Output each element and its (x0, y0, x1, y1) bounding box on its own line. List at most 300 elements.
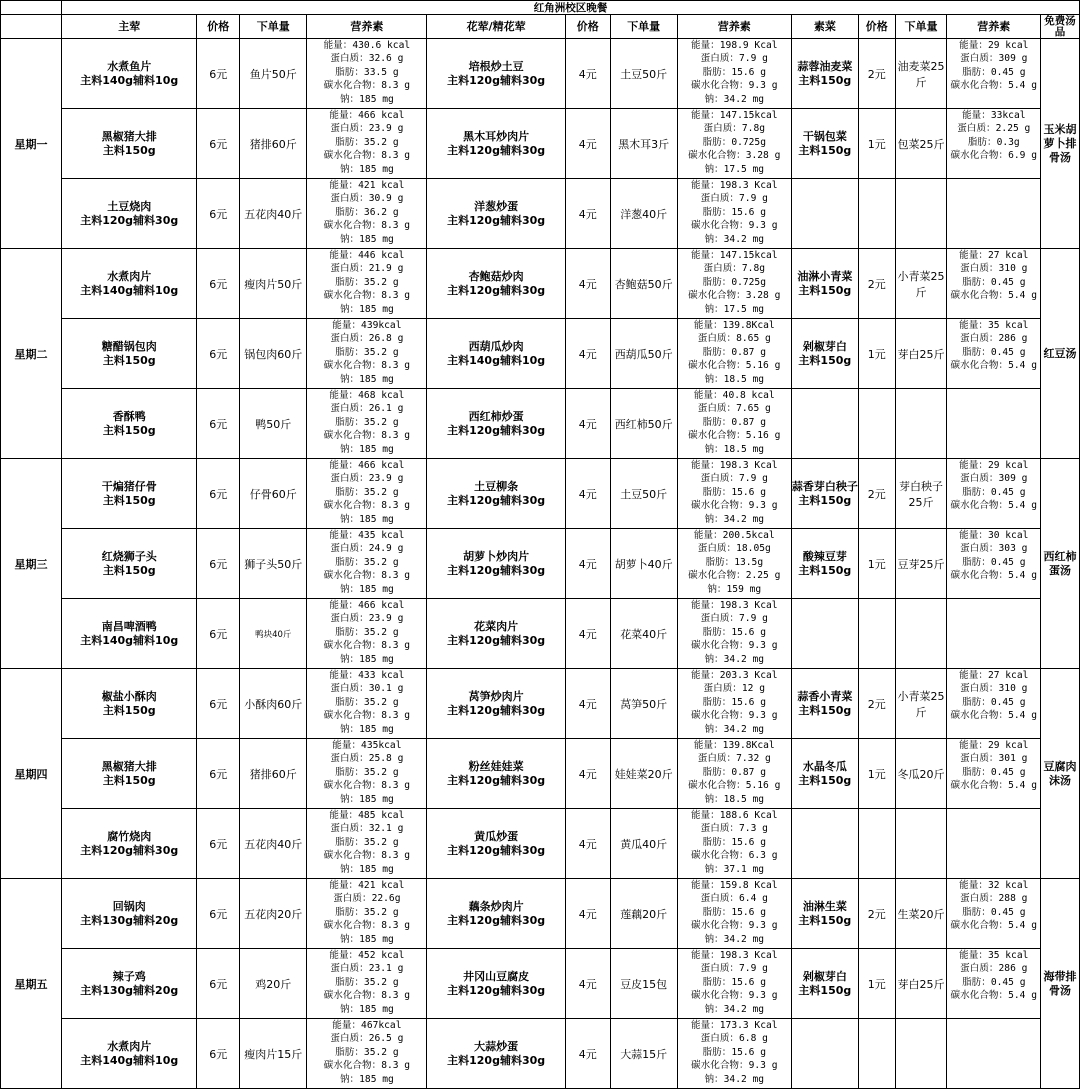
side-dish-ingredients: 主料120g辅料30g (447, 213, 546, 227)
main-nutrition (307, 739, 427, 809)
free-soup: 豆腐肉沫汤 (1041, 669, 1080, 879)
nutrition-line: 脂肪：15.6 g (702, 906, 766, 918)
side-price: 4元 (565, 39, 610, 109)
nutrition-line: 碳水化合物：5.4 g (950, 710, 1037, 722)
nutrition-line: 钠：34.2 mg (704, 933, 765, 945)
side-dish (427, 809, 565, 879)
nutrition-line: 脂肪：0.725g (702, 136, 766, 148)
veg-dish-ingredients: 主料150g (798, 773, 852, 787)
side-dish (427, 879, 565, 949)
main-dish-name: 香酥鸭 (112, 409, 146, 423)
side-dish-name: 胡萝卜炒肉片 (463, 549, 530, 563)
nutrition-line: 碳水化合物：5.4 g (950, 290, 1037, 302)
nutrition-line: 能量：35 kcal (959, 950, 1029, 961)
nutrition-line: 蛋白质：26.1 g (330, 403, 404, 415)
nutrition-line: 能量：421 kcal (329, 880, 405, 891)
nutrition-line: 碳水化合物：6.3 g (691, 850, 778, 862)
veg-price: 1元 (858, 739, 895, 809)
veg-dish-ingredients: 主料150g (798, 563, 852, 577)
main-dish-ingredients: 主料120g辅料30g (80, 213, 179, 227)
main-nutrition (307, 669, 427, 739)
side-price: 4元 (565, 739, 610, 809)
veg-empty-cell (858, 1019, 895, 1089)
nutrition-line: 蛋白质：23.9 g (330, 123, 404, 135)
side-dish-ingredients: 主料120g辅料30g (447, 1053, 546, 1067)
side-order-qty: 西葫瓜50斤 (610, 319, 677, 389)
table-row (1, 249, 1080, 319)
nutrition-line: 蛋白质：7.9 g (700, 53, 768, 65)
corner-cell (1, 1, 62, 15)
main-dish (62, 249, 197, 319)
nutrition-line: 碳水化合物：5.4 g (950, 990, 1037, 1002)
veg-order-qty: 生菜20斤 (895, 879, 947, 949)
nutrition-line: 蛋白质：32.1 g (330, 823, 404, 835)
main-order-qty: 狮子头50斤 (240, 529, 307, 599)
header-side: 花荤/精花荤 (427, 15, 565, 39)
side-dish-ingredients: 主料120g辅料30g (447, 423, 546, 437)
side-dish-name: 杏鲍菇炒肉 (468, 269, 524, 283)
table-row (1, 1019, 1080, 1089)
table-row (1, 459, 1080, 529)
nutrition-line: 脂肪：0.45 g (962, 276, 1026, 288)
nutrition-line: 碳水化合物：5.16 g (688, 780, 781, 792)
nutrition-line: 脂肪：0.45 g (962, 486, 1026, 498)
main-dish (62, 39, 197, 109)
side-price: 4元 (565, 809, 610, 879)
side-nutrition (677, 319, 791, 389)
side-order-qty: 花菜40斤 (610, 599, 677, 669)
main-dish-name: 土豆烧肉 (107, 199, 152, 213)
veg-order-qty: 包菜25斤 (895, 109, 947, 179)
veg-dish-ingredients: 主料150g (798, 73, 852, 87)
nutrition-line: 碳水化合物：3.28 g (688, 290, 781, 302)
header-nutrition: 营养素 (307, 15, 427, 39)
side-dish-name: 粉丝娃娃菜 (468, 759, 524, 773)
nutrition-line: 钠：185 mg (339, 163, 394, 175)
veg-empty-cell (791, 599, 858, 669)
nutrition-line: 蛋白质：7.9 g (700, 613, 768, 625)
veg-dish (791, 879, 858, 949)
nutrition-line: 脂肪：35.2 g (335, 136, 399, 148)
veg-price: 1元 (858, 949, 895, 1019)
table-row (1, 599, 1080, 669)
side-dish (427, 1019, 565, 1089)
side-price: 4元 (565, 109, 610, 179)
day-label: 星期二 (1, 249, 62, 459)
main-order-qty: 锅包肉60斤 (240, 319, 307, 389)
nutrition-line: 蛋白质：7.65 g (697, 403, 771, 415)
nutrition-line: 钠：34.2 mg (704, 93, 765, 105)
nutrition-line: 蛋白质：24.9 g (330, 543, 404, 555)
veg-order-qty: 豆芽25斤 (895, 529, 947, 599)
main-dish-name: 干煸猪仔骨 (101, 479, 157, 493)
nutrition-line: 脂肪：35.2 g (335, 906, 399, 918)
main-dish-ingredients: 主料150g (102, 143, 156, 157)
header-soup: 免费汤品 (1041, 15, 1080, 39)
nutrition-line: 钠：185 mg (339, 653, 394, 665)
main-nutrition (307, 879, 427, 949)
nutrition-line: 脂肪：35.2 g (335, 276, 399, 288)
nutrition-line: 能量：198.3 Kcal (691, 600, 778, 611)
side-dish (427, 739, 565, 809)
veg-empty-cell (895, 179, 947, 249)
veg-empty-cell (858, 389, 895, 459)
main-dish (62, 809, 197, 879)
free-soup: 红豆汤 (1041, 249, 1080, 459)
nutrition-line: 能量：35 kcal (959, 320, 1029, 331)
main-price: 6元 (197, 389, 240, 459)
veg-dish-name: 蒜香小青菜 (797, 689, 853, 703)
side-dish-name: 培根炒土豆 (468, 59, 524, 73)
side-dish (427, 599, 565, 669)
veg-empty-cell (895, 599, 947, 669)
nutrition-line: 能量：29 kcal (959, 740, 1029, 751)
main-nutrition (307, 39, 427, 109)
veg-price: 1元 (858, 319, 895, 389)
nutrition-line: 脂肪：15.6 g (702, 696, 766, 708)
side-dish-ingredients: 主料120g辅料30g (447, 283, 546, 297)
header-nutrition: 营养素 (947, 15, 1041, 39)
nutrition-line: 脂肪：0.87 g (702, 766, 766, 778)
main-nutrition (307, 319, 427, 389)
side-dish (427, 39, 565, 109)
nutrition-line: 钠：17.5 mg (704, 163, 765, 175)
nutrition-line: 脂肪：0.45 g (962, 766, 1026, 778)
nutrition-line: 钠：18.5 mg (704, 793, 765, 805)
nutrition-line: 碳水化合物：9.3 g (691, 500, 778, 512)
veg-price: 2元 (858, 39, 895, 109)
side-dish-ingredients: 主料120g辅料30g (447, 703, 546, 717)
main-dish-ingredients: 主料150g (102, 563, 156, 577)
veg-price: 2元 (858, 669, 895, 739)
nutrition-line: 脂肪：35.2 g (335, 976, 399, 988)
side-dish-name: 西红柿炒蛋 (468, 409, 524, 423)
veg-price: 1元 (858, 529, 895, 599)
side-price: 4元 (565, 599, 610, 669)
side-dish-name: 黄瓜炒蛋 (474, 829, 519, 843)
veg-empty-cell (858, 599, 895, 669)
nutrition-line: 碳水化合物：8.3 g (323, 780, 411, 792)
nutrition-line: 碳水化合物：6.9 g (950, 150, 1037, 162)
header-qty: 下单量 (895, 15, 947, 39)
veg-nutrition (947, 39, 1041, 109)
main-order-qty: 猪排60斤 (240, 109, 307, 179)
main-dish (62, 529, 197, 599)
nutrition-line: 能量：27 kcal (959, 250, 1029, 261)
nutrition-line: 碳水化合物：9.3 g (691, 1060, 778, 1072)
veg-order-qty: 油麦菜25斤 (895, 39, 947, 109)
side-dish-name: 土豆柳条 (474, 479, 519, 493)
nutrition-line: 钠：185 mg (339, 233, 394, 245)
nutrition-line: 钠：185 mg (339, 1073, 394, 1085)
side-dish-ingredients: 主料120g辅料30g (447, 773, 546, 787)
nutrition-line: 蛋白质：6.4 g (700, 893, 768, 905)
nutrition-line: 脂肪：15.6 g (702, 836, 766, 848)
main-price: 6元 (197, 1019, 240, 1089)
nutrition-line: 蛋白质：8.65 g (697, 333, 771, 345)
main-nutrition (307, 1019, 427, 1089)
nutrition-line: 蛋白质：309 g (960, 53, 1028, 65)
side-nutrition (677, 739, 791, 809)
side-order-qty: 土豆50斤 (610, 39, 677, 109)
nutrition-line: 钠：34.2 mg (704, 513, 765, 525)
veg-nutrition (947, 459, 1041, 529)
veg-dish (791, 949, 858, 1019)
nutrition-line: 能量：466 kcal (329, 460, 405, 471)
nutrition-line: 能量：467kcal (332, 1020, 402, 1031)
header-row (1, 15, 1080, 39)
nutrition-line: 能量：200.5kcal (693, 530, 775, 541)
main-dish-ingredients: 主料150g (102, 423, 156, 437)
veg-price: 2元 (858, 249, 895, 319)
main-order-qty: 鸭50斤 (240, 389, 307, 459)
nutrition-line: 能量：188.6 Kcal (691, 810, 778, 821)
nutrition-line: 碳水化合物：5.4 g (950, 360, 1037, 372)
main-nutrition (307, 809, 427, 879)
nutrition-line: 碳水化合物：8.3 g (323, 570, 411, 582)
nutrition-line: 脂肪：0.87 g (702, 416, 766, 428)
main-order-qty: 五花肉20斤 (240, 879, 307, 949)
veg-empty-cell (895, 1019, 947, 1089)
main-order-qty: 鸡20斤 (240, 949, 307, 1019)
nutrition-line: 脂肪：0.45 g (962, 346, 1026, 358)
main-nutrition (307, 949, 427, 1019)
nutrition-line: 蛋白质：310 g (960, 683, 1028, 695)
nutrition-line: 碳水化合物：5.4 g (950, 920, 1037, 932)
main-order-qty: 小酥肉60斤 (240, 669, 307, 739)
veg-dish-name: 剁椒芽白 (802, 339, 847, 353)
nutrition-line: 碳水化合物：8.3 g (323, 850, 411, 862)
main-nutrition (307, 179, 427, 249)
main-dish (62, 879, 197, 949)
veg-dish (791, 529, 858, 599)
nutrition-line: 脂肪：0.45 g (962, 976, 1026, 988)
veg-empty-cell (947, 809, 1041, 879)
table-row (1, 39, 1080, 109)
veg-nutrition (947, 109, 1041, 179)
main-price: 6元 (197, 669, 240, 739)
veg-nutrition (947, 319, 1041, 389)
table-row (1, 809, 1080, 879)
veg-dish (791, 39, 858, 109)
main-dish-name: 黑椒猪大排 (101, 129, 157, 143)
main-dish-ingredients: 主料150g (102, 703, 156, 717)
side-dish (427, 949, 565, 1019)
header-veg: 素菜 (791, 15, 858, 39)
nutrition-line: 碳水化合物：8.3 g (323, 80, 411, 92)
nutrition-line: 能量：173.3 Kcal (691, 1020, 778, 1031)
nutrition-line: 蛋白质：2.25 g (957, 123, 1031, 135)
nutrition-line: 钠：185 mg (339, 93, 394, 105)
veg-order-qty: 芽白25斤 (895, 949, 947, 1019)
nutrition-line: 蛋白质：26.5 g (330, 1033, 404, 1045)
veg-price: 2元 (858, 459, 895, 529)
side-order-qty: 莲藕20斤 (610, 879, 677, 949)
main-dish (62, 459, 197, 529)
side-order-qty: 洋葱40斤 (610, 179, 677, 249)
nutrition-line: 碳水化合物：9.3 g (691, 710, 778, 722)
nutrition-line: 能量：203.3 Kcal (691, 670, 778, 681)
main-dish-name: 椒盐小酥肉 (101, 689, 157, 703)
nutrition-line: 蛋白质：12 g (703, 683, 766, 695)
nutrition-line: 钠：37.1 mg (704, 863, 765, 875)
nutrition-line: 脂肪：35.2 g (335, 766, 399, 778)
veg-empty-cell (947, 599, 1041, 669)
side-dish-ingredients: 主料120g辅料30g (447, 73, 546, 87)
side-price: 4元 (565, 669, 610, 739)
main-dish-name: 水煮肉片 (107, 1039, 152, 1053)
main-nutrition (307, 389, 427, 459)
nutrition-line: 能量：147.15kcal (691, 110, 778, 121)
side-order-qty: 娃娃菜20斤 (610, 739, 677, 809)
nutrition-line: 能量：147.15kcal (691, 250, 778, 261)
nutrition-line: 钠：185 mg (339, 863, 394, 875)
nutrition-line: 脂肪：15.6 g (702, 66, 766, 78)
nutrition-line: 脂肪：35.2 g (335, 836, 399, 848)
side-nutrition (677, 529, 791, 599)
nutrition-line: 脂肪：0.45 g (962, 696, 1026, 708)
nutrition-line: 蛋白质：7.9 g (700, 473, 768, 485)
nutrition-line: 碳水化合物：8.3 g (323, 150, 411, 162)
veg-order-qty: 小青菜25斤 (895, 669, 947, 739)
nutrition-line: 碳水化合物：9.3 g (691, 640, 778, 652)
veg-nutrition (947, 879, 1041, 949)
nutrition-line: 钠：18.5 mg (704, 373, 765, 385)
nutrition-line: 脂肪：0.45 g (962, 556, 1026, 568)
nutrition-line: 钠：185 mg (339, 933, 394, 945)
side-price: 4元 (565, 459, 610, 529)
veg-dish-name: 水晶冬瓜 (802, 759, 847, 773)
main-dish (62, 669, 197, 739)
side-nutrition (677, 879, 791, 949)
side-dish-name: 花菜肉片 (474, 619, 519, 633)
main-dish-name: 辣子鸡 (112, 969, 146, 983)
veg-order-qty: 芽白秧子25斤 (895, 459, 947, 529)
nutrition-line: 碳水化合物：9.3 g (691, 220, 778, 232)
veg-dish-ingredients: 主料150g (798, 353, 852, 367)
veg-empty-cell (858, 809, 895, 879)
table-row (1, 879, 1080, 949)
nutrition-line: 碳水化合物：8.3 g (323, 640, 411, 652)
veg-dish-name: 蒜香芽白秧子 (791, 479, 858, 493)
veg-order-qty: 芽白25斤 (895, 319, 947, 389)
veg-empty-cell (791, 389, 858, 459)
nutrition-line: 能量：435kcal (332, 740, 402, 751)
main-nutrition (307, 249, 427, 319)
nutrition-line: 碳水化合物：5.4 g (950, 570, 1037, 582)
nutrition-line: 脂肪：35.2 g (335, 346, 399, 358)
veg-empty-cell (947, 179, 1041, 249)
nutrition-line: 钠：159 mg (707, 583, 762, 595)
nutrition-line: 能量：198.3 Kcal (691, 460, 778, 471)
nutrition-line: 能量：198.3 Kcal (691, 950, 778, 961)
main-dish (62, 319, 197, 389)
main-order-qty: 瘦肉片15斤 (240, 1019, 307, 1089)
main-dish-ingredients: 主料130g辅料20g (80, 983, 179, 997)
nutrition-line: 脂肪：15.6 g (702, 976, 766, 988)
header-main: 主荤 (62, 15, 197, 39)
main-order-qty: 五花肉40斤 (240, 809, 307, 879)
main-dish-name: 糖醋锅包肉 (101, 339, 157, 353)
veg-dish-ingredients: 主料150g (798, 493, 852, 507)
free-soup: 玉米胡萝卜排骨汤 (1041, 39, 1080, 249)
nutrition-line: 脂肪：0.3g (967, 136, 1020, 148)
main-dish-name: 水煮肉片 (107, 269, 152, 283)
table-row (1, 529, 1080, 599)
main-dish (62, 599, 197, 669)
nutrition-line: 脂肪：35.2 g (335, 556, 399, 568)
nutrition-line: 能量：40.8 kcal (693, 390, 775, 401)
nutrition-line: 碳水化合物：8.3 g (323, 360, 411, 372)
main-dish (62, 179, 197, 249)
nutrition-line: 脂肪：35.2 g (335, 626, 399, 638)
nutrition-line: 能量：433 kcal (329, 670, 405, 681)
side-nutrition (677, 249, 791, 319)
nutrition-line: 脂肪：35.2 g (335, 696, 399, 708)
side-dish-ingredients: 主料120g辅料30g (447, 563, 546, 577)
nutrition-line: 蛋白质：23.1 g (330, 963, 404, 975)
free-soup: 海带排骨汤 (1041, 879, 1080, 1089)
nutrition-line: 能量：466 kcal (329, 110, 405, 121)
nutrition-line: 碳水化合物：8.3 g (323, 990, 411, 1002)
nutrition-line: 脂肪：15.6 g (702, 206, 766, 218)
veg-dish-name: 油淋小青菜 (797, 269, 853, 283)
nutrition-line: 脂肪：15.6 g (702, 486, 766, 498)
side-price: 4元 (565, 879, 610, 949)
nutrition-line: 脂肪：35.2 g (335, 1046, 399, 1058)
nutrition-line: 能量：29 kcal (959, 40, 1029, 51)
veg-dish (791, 669, 858, 739)
nutrition-line: 能量：435 kcal (329, 530, 405, 541)
side-price: 4元 (565, 319, 610, 389)
table-row (1, 949, 1080, 1019)
nutrition-line: 蛋白质：25.8 g (330, 753, 404, 765)
nutrition-line: 蛋白质：21.9 g (330, 263, 404, 275)
side-nutrition (677, 949, 791, 1019)
nutrition-line: 蛋白质：22.6g (333, 893, 401, 905)
main-price: 6元 (197, 319, 240, 389)
nutrition-line: 能量：32 kcal (959, 880, 1029, 891)
veg-empty-cell (947, 1019, 1041, 1089)
main-dish-ingredients: 主料140g辅料10g (80, 283, 179, 297)
header-qty: 下单量 (610, 15, 677, 39)
nutrition-line: 碳水化合物：8.3 g (323, 430, 411, 442)
veg-dish (791, 739, 858, 809)
veg-empty-cell (858, 179, 895, 249)
day-label: 星期五 (1, 879, 62, 1089)
day-label: 星期四 (1, 669, 62, 879)
main-price: 6元 (197, 949, 240, 1019)
nutrition-line: 蛋白质：7.9 g (700, 963, 768, 975)
main-order-qty: 仔骨60斤 (240, 459, 307, 529)
nutrition-line: 碳水化合物：8.3 g (323, 220, 411, 232)
nutrition-line: 脂肪：0.45 g (962, 66, 1026, 78)
veg-dish (791, 319, 858, 389)
nutrition-line: 钠：185 mg (339, 373, 394, 385)
side-dish-ingredients: 主料120g辅料30g (447, 843, 546, 857)
side-dish-ingredients: 主料120g辅料30g (447, 143, 546, 157)
main-dish (62, 949, 197, 1019)
day-label: 星期三 (1, 459, 62, 669)
nutrition-line: 蛋白质：6.8 g (700, 1033, 768, 1045)
side-price: 4元 (565, 529, 610, 599)
main-price: 6元 (197, 529, 240, 599)
side-order-qty: 杏鲍菇50斤 (610, 249, 677, 319)
side-dish-name: 莴笋炒肉片 (468, 689, 524, 703)
nutrition-line: 钠：185 mg (339, 1003, 394, 1015)
side-dish-name: 藕条炒肉片 (468, 899, 524, 913)
main-dish-name: 腐竹烧肉 (107, 829, 152, 843)
